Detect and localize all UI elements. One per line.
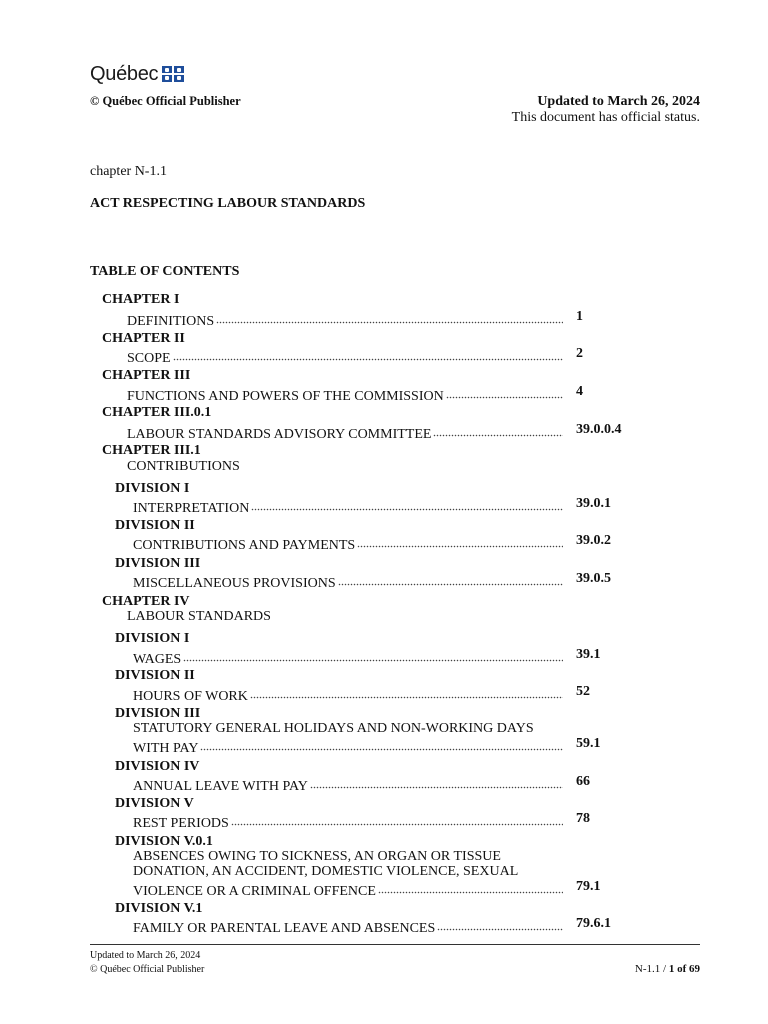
toc-section-number: 4 bbox=[576, 384, 583, 399]
toc-division-heading: DIVISION III bbox=[115, 556, 201, 571]
toc-entry-label: FAMILY OR PARENTAL LEAVE AND ABSENCES bbox=[133, 921, 436, 936]
toc-entry-label: HOURS OF WORK bbox=[133, 689, 248, 704]
toc-division-heading: DIVISION I bbox=[115, 631, 190, 646]
toc-section-number: 2 bbox=[576, 346, 583, 361]
toc-division-heading: DIVISION II bbox=[115, 518, 195, 533]
toc-entry-label: WITH PAY bbox=[133, 741, 199, 756]
updated-date: Updated to March 26, 2024 bbox=[537, 94, 700, 109]
toc-entry-label: ANNUAL LEAVE WITH PAY bbox=[133, 779, 308, 794]
toc-entry-hours-of-work[interactable] bbox=[133, 684, 565, 704]
toc-entry-label: VIOLENCE OR A CRIMINAL OFFENCE bbox=[133, 884, 376, 899]
quebec-logo bbox=[90, 62, 184, 86]
toc-title: TABLE OF CONTENTS bbox=[90, 264, 240, 279]
toc-section-number: 39.0.1 bbox=[576, 496, 611, 511]
toc-section-number: 52 bbox=[576, 684, 590, 699]
toc-entry-functions-powers[interactable] bbox=[127, 384, 565, 404]
footer-publisher: © Québec Official Publisher bbox=[90, 964, 205, 975]
leader-dots bbox=[251, 496, 563, 512]
footer-updated: Updated to March 26, 2024 bbox=[90, 950, 201, 961]
toc-section-number: 39.0.5 bbox=[576, 571, 611, 586]
publisher-notice: © Québec Official Publisher bbox=[90, 94, 241, 108]
toc-entry-advisory-committee[interactable] bbox=[127, 422, 565, 442]
toc-entry-label: REST PERIODS bbox=[133, 816, 229, 831]
toc-entry-line: ABSENCES OWING TO SICKNESS, AN ORGAN OR TISSUE bbox=[133, 849, 501, 864]
leader-dots bbox=[231, 811, 563, 827]
footer-page-info bbox=[635, 963, 700, 975]
toc-entry-label: MISCELLANEOUS PROVISIONS bbox=[133, 576, 336, 591]
toc-chapter-heading: CHAPTER III.1 bbox=[102, 443, 201, 458]
logo-text: Québec bbox=[90, 62, 159, 85]
toc-section-number: 1 bbox=[576, 309, 583, 324]
toc-entry-label: CONTRIBUTIONS AND PAYMENTS bbox=[133, 538, 356, 553]
fleurdelise-flag-icon bbox=[162, 66, 184, 82]
toc-entry-line: DONATION, AN ACCIDENT, DOMESTIC VIOLENCE, SEXUAL bbox=[133, 864, 519, 879]
toc-entry-scope[interactable] bbox=[127, 346, 565, 366]
toc-entry-label: INTERPRETATION bbox=[133, 501, 250, 516]
toc-division-heading: DIVISION II bbox=[115, 668, 195, 683]
toc-chapter-heading: CHAPTER II bbox=[102, 331, 185, 346]
leader-dots bbox=[437, 916, 563, 932]
toc-entry-label: WAGES bbox=[133, 652, 182, 667]
toc-division-heading: DIVISION V bbox=[115, 796, 194, 811]
toc-entry-wages[interactable] bbox=[133, 647, 565, 667]
leader-dots bbox=[216, 309, 563, 325]
toc-division-heading: DIVISION IV bbox=[115, 759, 200, 774]
toc-chapter-heading: CHAPTER I bbox=[102, 292, 180, 307]
toc-chapter-heading: CHAPTER III bbox=[102, 368, 191, 383]
footer-divider bbox=[90, 944, 700, 945]
toc-entry-label: FUNCTIONS AND POWERS OF THE COMMISSION bbox=[127, 389, 444, 404]
toc-section-number: 78 bbox=[576, 811, 590, 826]
toc-section-number: 79.1 bbox=[576, 879, 601, 894]
toc-division-heading: DIVISION III bbox=[115, 706, 201, 721]
leader-dots bbox=[183, 647, 563, 663]
toc-entry-statutory-holidays[interactable] bbox=[133, 736, 565, 756]
footer-doc-ref: N-1.1 / bbox=[634, 963, 667, 975]
toc-section-number: 79.6.1 bbox=[576, 916, 611, 931]
toc-entry-line: STATUTORY GENERAL HOLIDAYS AND NON-WORKING DAYS bbox=[133, 721, 534, 736]
page-number: 1 of 69 bbox=[668, 963, 700, 975]
toc-entry-rest-periods[interactable] bbox=[133, 811, 565, 831]
toc-entry-definitions[interactable] bbox=[127, 309, 565, 329]
toc-section-number: 39.0.2 bbox=[576, 533, 611, 548]
toc-entry-contributions-payments[interactable] bbox=[133, 533, 565, 553]
toc-section-number: 39.1 bbox=[576, 647, 601, 662]
toc-entry-family-parental-leave[interactable] bbox=[133, 916, 565, 936]
leader-dots bbox=[446, 384, 563, 400]
official-status: This document has official status. bbox=[511, 110, 700, 125]
leader-dots bbox=[250, 684, 563, 700]
toc-section-number: 39.0.0.4 bbox=[576, 422, 622, 437]
toc-entry-label: DEFINITIONS bbox=[127, 314, 215, 329]
toc-chapter-heading: CHAPTER IV bbox=[102, 594, 190, 609]
leader-dots bbox=[378, 879, 563, 895]
toc-section-number: 59.1 bbox=[576, 736, 601, 751]
toc-entry-label: LABOUR STANDARDS ADVISORY COMMITTEE bbox=[127, 427, 432, 442]
toc-entry-annual-leave[interactable] bbox=[133, 774, 565, 794]
toc-entry-absences[interactable] bbox=[133, 879, 565, 899]
toc-entry-interpretation[interactable] bbox=[133, 496, 565, 516]
toc-division-heading: DIVISION V.0.1 bbox=[115, 834, 213, 849]
toc-entry-label: SCOPE bbox=[127, 351, 171, 366]
leader-dots bbox=[338, 571, 563, 587]
toc-division-heading: DIVISION V.1 bbox=[115, 901, 203, 916]
toc-section-number: 66 bbox=[576, 774, 590, 789]
toc-chapter-subtitle: LABOUR STANDARDS bbox=[127, 609, 271, 624]
toc-entry-miscellaneous[interactable] bbox=[133, 571, 565, 591]
leader-dots bbox=[433, 422, 563, 438]
leader-dots bbox=[357, 533, 563, 549]
act-title: ACT RESPECTING LABOUR STANDARDS bbox=[90, 196, 366, 211]
toc-chapter-subtitle: CONTRIBUTIONS bbox=[127, 459, 240, 474]
toc-division-heading: DIVISION I bbox=[115, 481, 190, 496]
leader-dots bbox=[310, 774, 563, 790]
toc-chapter-heading: CHAPTER III.0.1 bbox=[102, 405, 212, 420]
chapter-reference: chapter N-1.1 bbox=[90, 164, 167, 179]
leader-dots bbox=[200, 736, 563, 752]
leader-dots bbox=[173, 346, 563, 362]
